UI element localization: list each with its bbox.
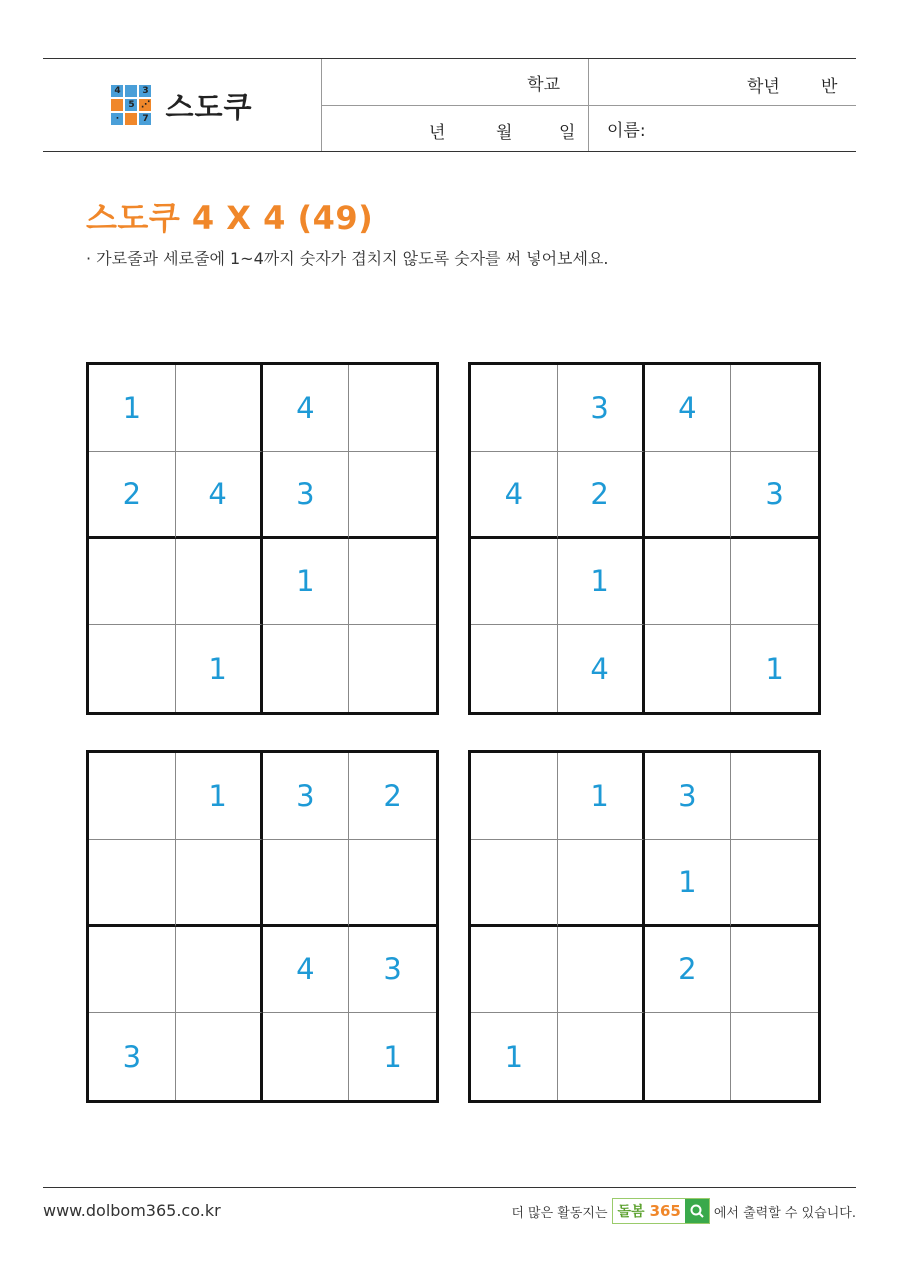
logo-cell: ⋰ — [140, 100, 150, 110]
sudoku-cell: 3 — [349, 927, 436, 1014]
sudoku-cell[interactable] — [471, 539, 558, 626]
sudoku-cell[interactable] — [731, 1013, 818, 1100]
sudoku-puzzle-1 — [86, 362, 439, 715]
sudoku-cell: 1 — [89, 365, 176, 452]
sudoku-cell[interactable] — [558, 927, 645, 1014]
sudoku-cell[interactable] — [176, 840, 263, 927]
sudoku-cell: 3 — [731, 452, 818, 539]
logo-cell — [125, 85, 137, 97]
sudoku-cell[interactable] — [471, 927, 558, 1014]
sudoku-cell: 2 — [558, 452, 645, 539]
sudoku-puzzle-3 — [86, 750, 439, 1103]
sudoku-cell[interactable] — [349, 452, 436, 539]
grade-label: 학년 — [747, 77, 780, 97]
sudoku-cell[interactable] — [645, 625, 732, 712]
logo-cell: 4 — [111, 85, 123, 97]
footer-text-before: 더 많은 활동지는 — [511, 1205, 608, 1221]
sudoku-puzzle-4 — [468, 750, 821, 1103]
header-row-school — [321, 59, 856, 106]
sudoku-cell[interactable] — [349, 840, 436, 927]
sudoku-cell: 3 — [558, 365, 645, 452]
footer-url[interactable]: www.dolbom365.co.kr — [43, 1201, 221, 1220]
name-field[interactable] — [589, 105, 856, 151]
sudoku-cell: 4 — [176, 452, 263, 539]
sudoku-cell: 2 — [645, 927, 732, 1014]
name-label: 이름: — [607, 120, 646, 141]
sudoku-cell[interactable] — [89, 625, 176, 712]
logo-cell — [111, 99, 123, 111]
sudoku-cell: 1 — [176, 625, 263, 712]
sudoku-cell[interactable] — [731, 840, 818, 927]
sudoku-cell[interactable] — [471, 365, 558, 452]
sudoku-cell: 3 — [89, 1013, 176, 1100]
logo-cell — [125, 113, 137, 125]
sudoku-cell: 1 — [263, 539, 350, 626]
worksheet-header — [43, 58, 856, 152]
search-icon — [685, 1199, 709, 1223]
logo-cell: 7 — [139, 113, 151, 125]
sudoku-cell: 1 — [471, 1013, 558, 1100]
sudoku-cell[interactable] — [89, 753, 176, 840]
sudoku-cell: 1 — [645, 840, 732, 927]
sudoku-cell[interactable] — [731, 927, 818, 1014]
sudoku-cell[interactable] — [645, 1013, 732, 1100]
logo-cell: 5 — [125, 99, 137, 111]
sudoku-cell: 1 — [176, 753, 263, 840]
sudoku-cell: 3 — [263, 452, 350, 539]
sudoku-cell[interactable] — [471, 753, 558, 840]
sudoku-cell[interactable] — [349, 625, 436, 712]
footer-divider — [43, 1187, 856, 1188]
sudoku-cell[interactable] — [471, 625, 558, 712]
sudoku-cell: 3 — [263, 753, 350, 840]
school-label: 학교 — [527, 74, 560, 95]
class-label: 반 — [821, 77, 838, 97]
grade-class-field[interactable] — [589, 59, 856, 105]
sudoku-cell[interactable] — [176, 927, 263, 1014]
logo-cell: 3 — [139, 85, 151, 97]
sudoku-cell[interactable] — [645, 539, 732, 626]
sudoku-cell[interactable] — [349, 365, 436, 452]
sudoku-cell[interactable] — [176, 539, 263, 626]
page-title: 스도쿠 4 X 4 (49) — [86, 199, 374, 237]
sudoku-cell: 1 — [558, 539, 645, 626]
sudoku-logo-icon — [111, 85, 151, 125]
sudoku-puzzle-2 — [468, 362, 821, 715]
sudoku-cell[interactable] — [731, 365, 818, 452]
logo-cell: ⋅ — [111, 113, 123, 125]
sudoku-cell[interactable] — [263, 1013, 350, 1100]
sudoku-cell: 4 — [645, 365, 732, 452]
sudoku-cell: 1 — [558, 753, 645, 840]
sudoku-cell[interactable] — [176, 365, 263, 452]
instruction-text: · 가로줄과 세로줄에 1~4까지 숫자가 겹치지 않도록 숫자를 써 넣어보세요. — [86, 249, 609, 268]
sudoku-cell[interactable] — [89, 927, 176, 1014]
sudoku-cell[interactable] — [731, 753, 818, 840]
header-row-date — [321, 105, 856, 151]
footer-promo — [511, 1198, 856, 1224]
sudoku-cell[interactable] — [558, 840, 645, 927]
sudoku-cell: 2 — [349, 753, 436, 840]
sudoku-cell: 1 — [383, 1039, 402, 1074]
sudoku-cell[interactable] — [89, 539, 176, 626]
sudoku-cell[interactable] — [645, 452, 732, 539]
sudoku-cell[interactable] — [263, 840, 350, 927]
sudoku-cell[interactable] — [349, 539, 436, 626]
badge-name: 돌봄 — [617, 1204, 645, 1220]
date-field[interactable] — [321, 105, 589, 151]
sudoku-cell: 4 — [263, 927, 350, 1014]
sudoku-cell: 1 — [765, 651, 784, 686]
sudoku-cell[interactable] — [558, 1013, 645, 1100]
year-label: 년 — [429, 123, 446, 143]
sudoku-cell[interactable] — [471, 840, 558, 927]
footer-text-after: 에서 출력할 수 있습니다. — [713, 1205, 856, 1221]
badge-number: 365 — [649, 1202, 681, 1220]
brand-name: 스도쿠 — [165, 89, 253, 124]
brand — [43, 59, 322, 151]
day-label: 일 — [559, 123, 576, 143]
sudoku-cell[interactable] — [263, 625, 350, 712]
sudoku-cell[interactable] — [731, 539, 818, 626]
sudoku-cell[interactable] — [89, 840, 176, 927]
sudoku-cell: 4 — [471, 452, 558, 539]
dolbom-badge[interactable] — [612, 1198, 710, 1224]
school-field[interactable] — [321, 59, 589, 105]
month-label: 월 — [496, 123, 513, 143]
sudoku-cell: 4 — [263, 365, 350, 452]
sudoku-cell: 4 — [558, 625, 645, 712]
sudoku-cell: 2 — [89, 452, 176, 539]
sudoku-cell[interactable] — [176, 1013, 263, 1100]
sudoku-cell: 3 — [645, 753, 732, 840]
